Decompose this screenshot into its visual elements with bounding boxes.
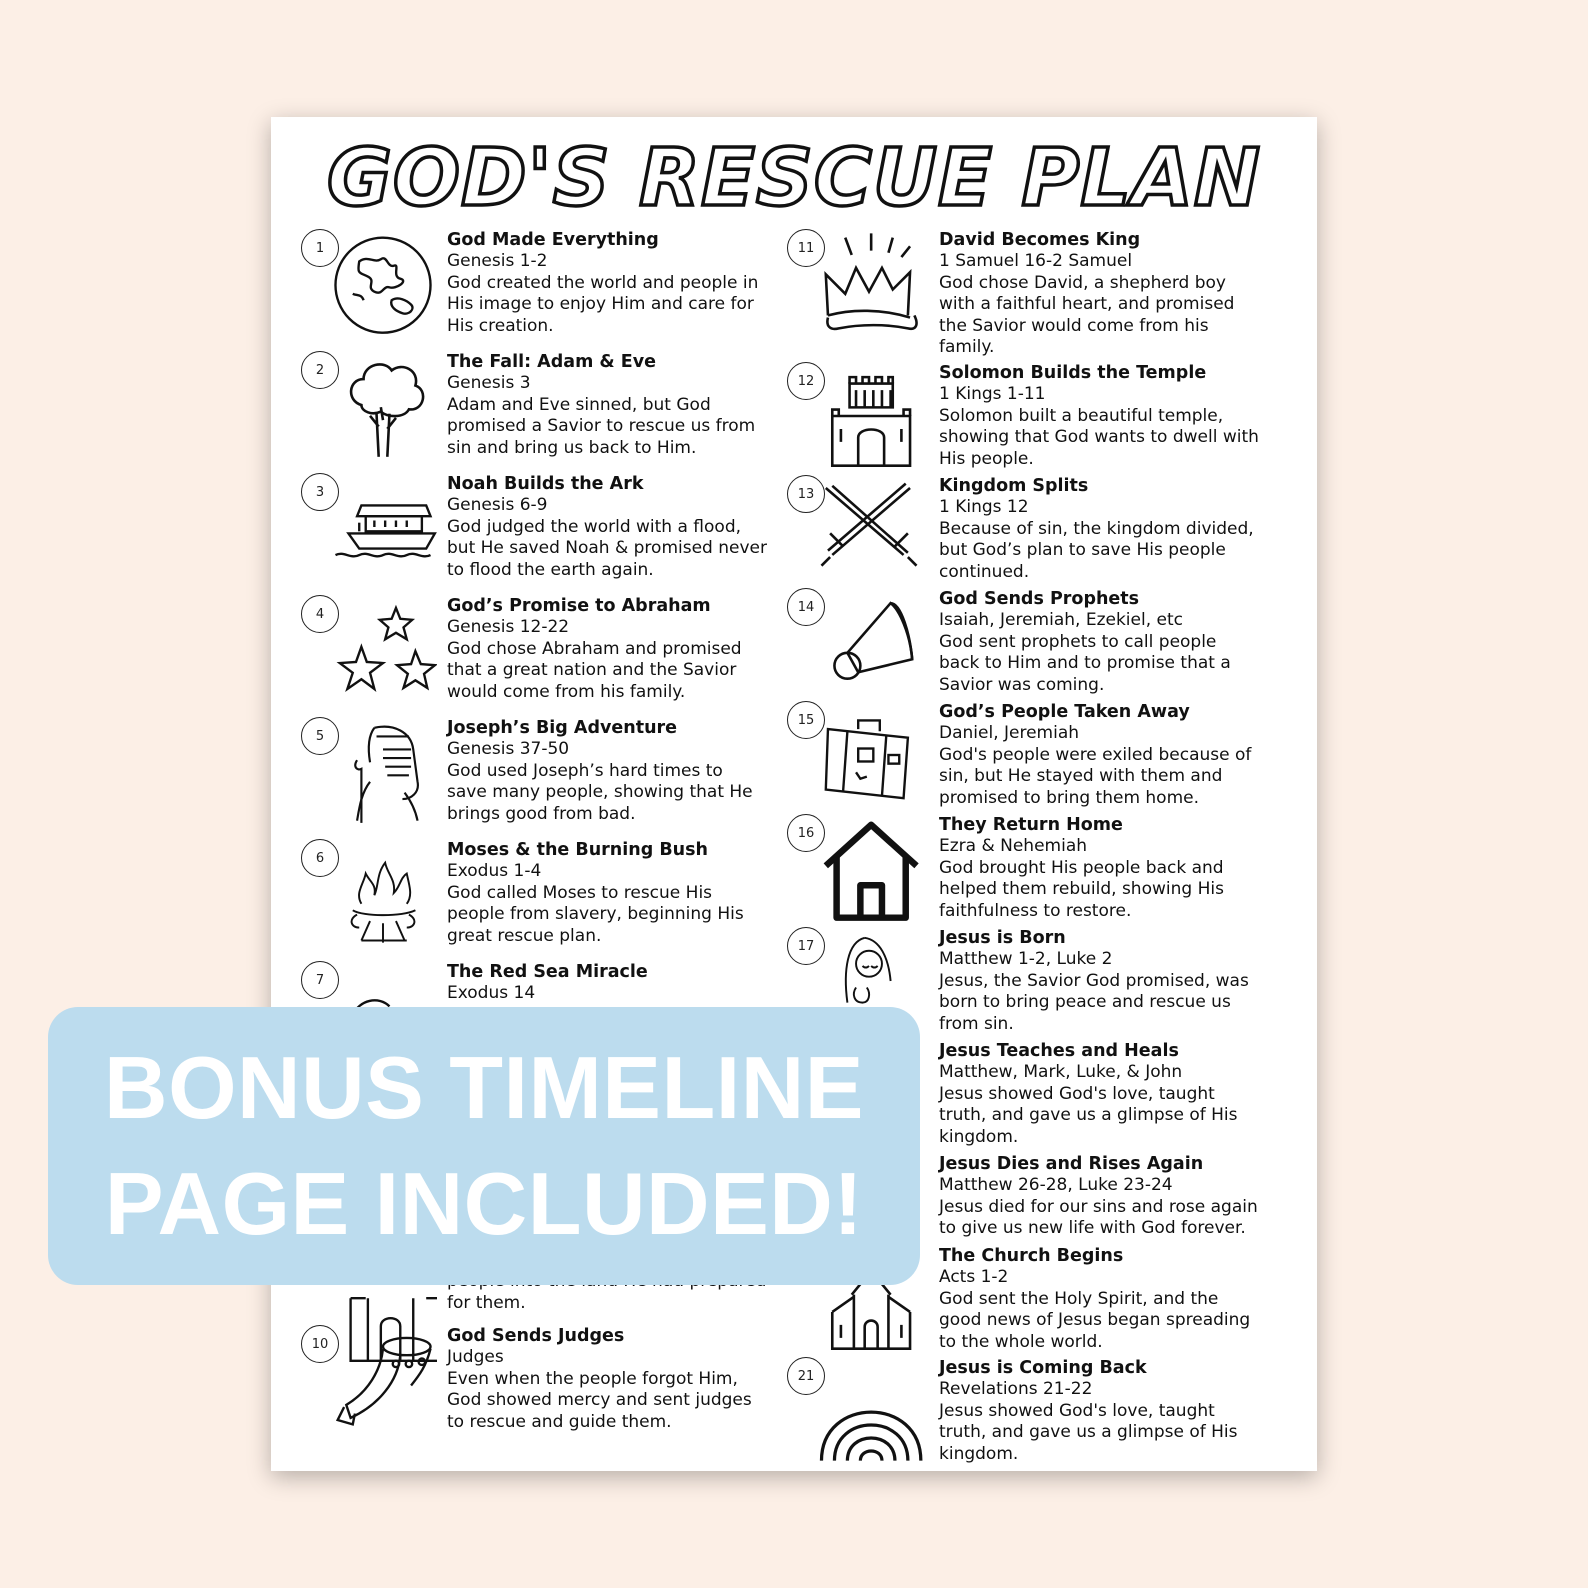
entry-reference: Ezra & Nehemiah xyxy=(939,836,1088,856)
entry-reference: Genesis 1-2 xyxy=(447,251,548,271)
entry-text xyxy=(939,1245,1259,1353)
globe-icon xyxy=(329,229,437,337)
entry-number: 12 xyxy=(787,362,825,400)
entry-description: God created the world and people in His image to enjoy Him and care for His creation. xyxy=(447,272,759,336)
entry-text xyxy=(939,1040,1259,1148)
entry-title: God Sends Judges xyxy=(447,1326,625,1346)
entry-description: Jesus showed God's love, taught truth, and gave us a glimpse of His kingdom. xyxy=(939,1400,1238,1464)
entry-number: 5 xyxy=(301,717,339,755)
entry-number: 10 xyxy=(301,1325,339,1363)
entry-reference: 1 Kings 1-11 xyxy=(939,384,1046,404)
entry-number: 13 xyxy=(787,475,825,513)
bonus-banner xyxy=(48,1007,920,1285)
entry-description: God sent the Holy Spirit, and the good news of Jesus began spreading to the whole world. xyxy=(939,1288,1251,1352)
entry-title: God Sends Prophets xyxy=(939,589,1140,609)
stars-icon xyxy=(329,595,437,703)
entry-title: God’s Promise to Abraham xyxy=(447,596,711,616)
tree-icon xyxy=(329,351,437,459)
entry-reference: Daniel, Jeremiah xyxy=(939,723,1080,743)
entry-title: Solomon Builds the Temple xyxy=(939,363,1207,383)
entry-title: The Church Begins xyxy=(939,1246,1124,1266)
entry-text xyxy=(939,1357,1259,1465)
entry-description: God called Moses to rescue His people from slavery, beginning His great rescue plan. xyxy=(447,882,744,946)
entry-reference: Genesis 3 xyxy=(447,373,531,393)
entry-number: 2 xyxy=(301,351,339,389)
banner-line-1: BONUS TIMELINE xyxy=(104,1037,864,1137)
entry-text xyxy=(939,229,1259,359)
banner-line-2: PAGE INCLUDED! xyxy=(104,1154,864,1253)
entry-description: Jesus, the Savior God promised, was born to bring peace and rescue us from sin. xyxy=(939,970,1249,1034)
temple-icon xyxy=(815,362,923,470)
entry-text xyxy=(447,351,767,459)
crown-icon xyxy=(815,229,923,337)
entry-text xyxy=(447,473,767,581)
entry-title: David Becomes King xyxy=(939,230,1141,250)
entry-description: Even when the people forgot Him, God showed mercy and sent judges to rescue and guide them. xyxy=(447,1368,752,1432)
entry-text xyxy=(939,475,1259,583)
entry-text xyxy=(939,588,1259,696)
entry-reference: Genesis 6-9 xyxy=(447,495,548,515)
entry-text xyxy=(939,701,1259,809)
entry-text xyxy=(447,229,767,337)
entry-reference: Genesis 12-22 xyxy=(447,617,570,637)
rainbow-icon xyxy=(815,1357,923,1465)
entry-description: God sent prophets to call people back to Him and to promise that a Savior was coming. xyxy=(939,631,1231,695)
entry-description: Because of sin, the kingdom divided, but God’s plan to save His people continued. xyxy=(939,518,1254,582)
entry-title: Joseph’s Big Adventure xyxy=(447,718,678,738)
entry-text xyxy=(939,362,1259,470)
entry-description: Adam and Eve sinned, but God promised a Savior to rescue us from sin and bring us back to Him. xyxy=(447,394,756,458)
entry-title: The Red Sea Miracle xyxy=(447,962,648,982)
burning-bush-icon xyxy=(329,839,437,947)
entry-number: 21 xyxy=(787,1357,825,1395)
entry-text xyxy=(939,814,1259,922)
entry-description: for them. xyxy=(447,1292,526,1313)
entry-description: Jesus died for our sins and rose again to give us new life with God forever. xyxy=(939,1196,1258,1239)
entry-description: Jesus showed God's love, taught truth, and gave us a glimpse of His kingdom. xyxy=(939,1083,1238,1147)
entry-number: 7 xyxy=(301,961,339,999)
entry-number: 15 xyxy=(787,701,825,739)
entry-title: Jesus Dies and Rises Again xyxy=(939,1154,1204,1174)
entry-title: Jesus is Born xyxy=(939,928,1066,948)
entry-description: God used Joseph’s hard times to save many people, showing that He brings good from bad. xyxy=(447,760,753,824)
entry-description: God brought His people back and helped them rebuild, showing His faithfulness to restore. xyxy=(939,857,1224,921)
entry-reference: Genesis 37-50 xyxy=(447,739,570,759)
entry-reference: Exodus 14 xyxy=(447,983,536,1003)
entry-description: God chose David, a shepherd boy with a faithful heart, and promised the Savior would come from his family. xyxy=(939,272,1235,358)
entry-reference: Judges xyxy=(447,1347,504,1367)
entry-title: The Fall: Adam & Eve xyxy=(447,352,656,372)
entry-title: God Made Everything xyxy=(447,230,659,250)
entry-reference: Matthew 26-28, Luke 23-24 xyxy=(939,1175,1173,1195)
entry-text xyxy=(939,927,1259,1035)
entry-title: God’s People Taken Away xyxy=(939,702,1190,722)
entry-reference: Matthew, Mark, Luke, & John xyxy=(939,1062,1183,1082)
page-title: GOD'S RESCUE PLAN xyxy=(327,132,1261,224)
entry-number: 1 xyxy=(301,229,339,267)
megaphone-icon xyxy=(815,588,923,696)
entry-reference: 1 Kings 12 xyxy=(939,497,1029,517)
entry-reference: Revelations 21-22 xyxy=(939,1379,1093,1399)
entry-reference: Exodus 1-4 xyxy=(447,861,542,881)
ark-icon xyxy=(329,473,437,581)
entry-text xyxy=(447,1325,767,1433)
entry-text xyxy=(939,1153,1259,1240)
entry-number: 4 xyxy=(301,595,339,633)
suitcase-icon xyxy=(815,701,923,809)
entry-description: God's people were exiled because of sin, but He stayed with them and promised to bring them home. xyxy=(939,744,1252,808)
entry-text xyxy=(447,961,767,1005)
entry-title: Kingdom Splits xyxy=(939,476,1089,496)
entry-reference: Isaiah, Jeremiah, Ezekiel, etc xyxy=(939,610,1183,630)
entry-title: They Return Home xyxy=(939,815,1123,835)
entry-number: 14 xyxy=(787,588,825,626)
entry-title: Noah Builds the Ark xyxy=(447,474,644,494)
entry-number: 11 xyxy=(787,229,825,267)
house-icon xyxy=(815,814,923,922)
entry-description: God judged the world with a flood, but He saved Noah & promised never to flood the earth again. xyxy=(447,516,767,580)
pharaoh-icon xyxy=(329,717,437,825)
entry-number: 6 xyxy=(301,839,339,877)
horn-icon xyxy=(329,1325,437,1433)
entry-text xyxy=(447,595,767,703)
entry-title: Jesus is Coming Back xyxy=(939,1358,1147,1378)
entry-reference: Matthew 1-2, Luke 2 xyxy=(939,949,1113,969)
entry-text xyxy=(447,839,767,947)
entry-description: Solomon built a beautiful temple, showing that God wants to dwell with His people. xyxy=(939,405,1259,469)
entry-text xyxy=(447,717,767,825)
crossed-swords-icon xyxy=(815,475,923,583)
entry-title: Moses & the Burning Bush xyxy=(447,840,709,860)
entry-title: Jesus Teaches and Heals xyxy=(939,1041,1179,1061)
entry-description: God chose Abraham and promised that a great nation and the Savior would come from his family. xyxy=(447,638,742,702)
entry-reference: Acts 1-2 xyxy=(939,1267,1009,1287)
entry-number: 3 xyxy=(301,473,339,511)
entry-number: 16 xyxy=(787,814,825,852)
entry-number: 17 xyxy=(787,927,825,965)
entry-reference: 1 Samuel 16-2 Samuel xyxy=(939,251,1133,271)
